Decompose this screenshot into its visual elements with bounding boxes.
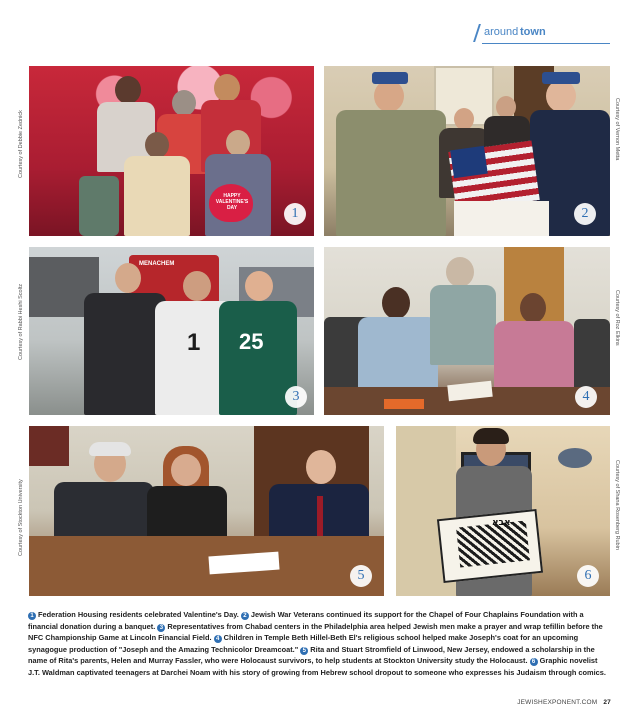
- caption-number-3: 3: [157, 624, 165, 632]
- person-head: [214, 74, 240, 102]
- coat-pieces: [384, 399, 424, 409]
- photo-3-stadium: [29, 247, 314, 415]
- photo-4-coat: [324, 247, 610, 415]
- caption-4: Children in Temple Beth Hillel-Beth El's religious school helped make Joseph's coat for an upcoming synagogue production of "Joseph and the Amazing Technicolor Dreamcoat.": [28, 633, 579, 654]
- person-head: [382, 287, 410, 319]
- section-header: [476, 24, 610, 44]
- person-head: [115, 263, 141, 293]
- photo-credit-5: Courtesy of Stockton University: [18, 479, 24, 556]
- flag-box: [454, 201, 549, 236]
- curly-hair: [473, 428, 509, 444]
- photo-credit-1: Courtesy of Debbie Zednick: [18, 110, 24, 178]
- person-head: [226, 130, 250, 156]
- wall-panel: [29, 426, 69, 466]
- wall-lamp: [558, 448, 592, 468]
- person-head: [520, 293, 546, 323]
- section-title-around: around: [484, 26, 519, 38]
- header-rule: [482, 43, 610, 44]
- photo-1-valentines: [29, 66, 314, 236]
- photo-6-novelist: [396, 426, 610, 596]
- photo-credit-3: Courtesy of Rabbi Heshi Scoltz: [18, 283, 24, 360]
- caption-3: Representatives from Chabad centers in the Philadelphia area helped Jewish men make a prayer and wrap tefillin before the NFC Championship Game at Lincoln Financial Field.: [28, 621, 603, 643]
- jersey-number-25: 25: [239, 329, 264, 354]
- caption-number-6: 6: [530, 658, 538, 666]
- footer-site: JEWISHEXPONENT.COM: [517, 699, 598, 706]
- veterans-cap: [542, 72, 580, 84]
- header-slash: [473, 24, 481, 42]
- caption-number-5: 5: [300, 647, 308, 655]
- photo-captions: [28, 609, 611, 679]
- jersey-number-1: 1: [187, 329, 201, 356]
- person-body: [124, 156, 190, 236]
- wheelchair: [79, 176, 119, 236]
- photo-2-veterans: [324, 66, 610, 236]
- person-head: [183, 271, 211, 301]
- section-title-town: town: [520, 26, 546, 38]
- caption-number-4: 4: [214, 635, 222, 643]
- veterans-cap: [372, 72, 408, 84]
- person-body: [84, 293, 166, 415]
- caption-6: Graphic novelist J.T. Waldman captivated teenagers at Darchei Noam with his story of growing from Hebrew school dropout to someone who expresses his Judaism through comics.: [28, 656, 606, 677]
- person-head: [245, 271, 273, 301]
- person-head: [454, 108, 474, 130]
- photo-number-3: 3: [285, 386, 307, 408]
- person-head: [145, 132, 169, 158]
- person-head: [446, 257, 474, 287]
- caption-number-1: 1: [28, 612, 36, 620]
- balloon-text: HAPPY VALENTINE'S DAY: [215, 193, 249, 211]
- person-body: [358, 317, 438, 393]
- person-face: [171, 454, 201, 486]
- page-footer: [517, 699, 611, 706]
- photo-number-6: 6: [577, 565, 599, 587]
- person-head: [172, 90, 196, 116]
- red-tie: [317, 496, 323, 536]
- person-head: [546, 80, 576, 112]
- photo-credit-6: Courtesy of Shana Rosenberg Rubin: [614, 460, 620, 550]
- person-head: [306, 450, 336, 484]
- caption-1: Federation Housing residents celebrated Valentine's Day.: [38, 610, 239, 619]
- caption-number-2: 2: [241, 612, 249, 620]
- gray-hair: [89, 442, 131, 456]
- person-body: [430, 285, 496, 365]
- person-head: [115, 76, 141, 104]
- caption-2: Jewish War Veterans continued its support for the Chapel of Four Chaplains Foundation with a financial donation during a banquet.: [28, 610, 584, 631]
- flag-canton: [450, 146, 488, 178]
- person-head: [496, 96, 516, 118]
- photo-number-1: 1: [284, 203, 306, 225]
- photo-number-2: 2: [574, 203, 596, 225]
- person-head: [374, 80, 404, 112]
- photo-credit-4: Courtesy of Roz Elkins: [614, 290, 620, 346]
- caption-5: Rita and Stuart Stromfield of Linwood, New Jersey, endowed a scholarship in the name of Rita's parents, Helen and Murray Fassler, who were Holocaust survivors, to help students at Stockton University study the Holocaust.: [28, 644, 595, 666]
- bus-sign: MENACHEM: [139, 261, 175, 267]
- photo-5-stockton: [29, 426, 384, 596]
- photo-credit-2: Courtesy of Vernon Metta: [614, 98, 620, 161]
- page-number: 27: [603, 699, 611, 706]
- photo-number-5: 5: [350, 565, 372, 587]
- conference-table: [29, 536, 384, 596]
- person-body: [336, 110, 446, 236]
- hebrew-book-text: אבא: [492, 518, 511, 528]
- person-body: [494, 321, 574, 397]
- photo-number-4: 4: [575, 386, 597, 408]
